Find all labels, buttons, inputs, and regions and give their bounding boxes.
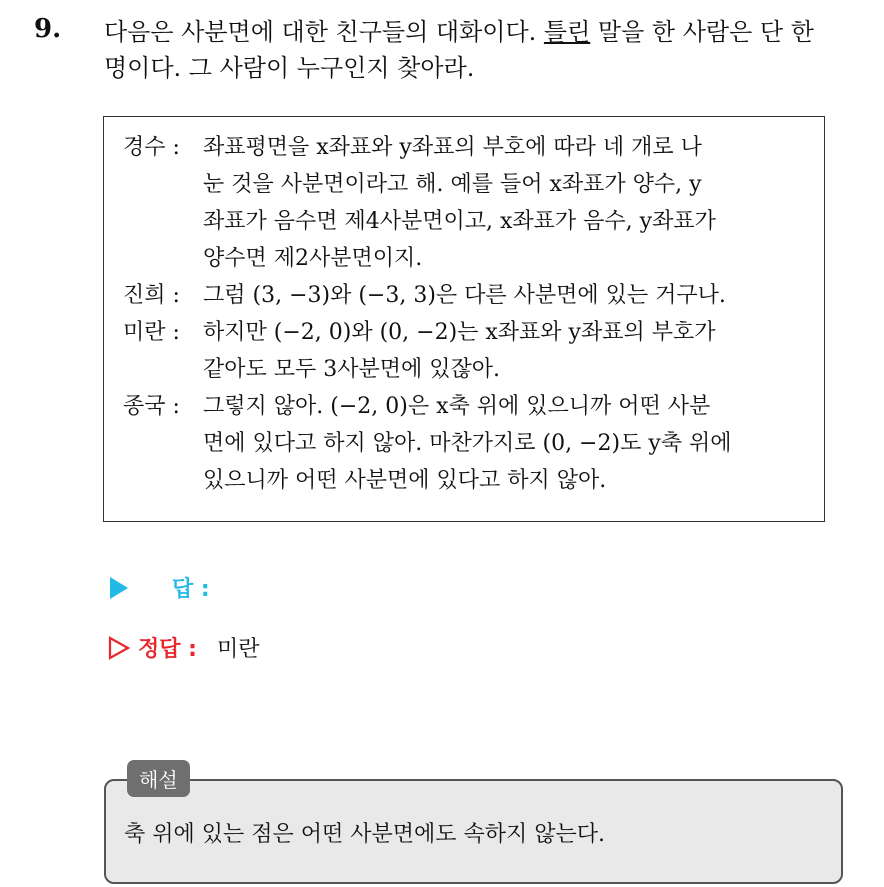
speaker-name: 경수 : [123,135,180,160]
outline-triangle-icon [108,636,130,660]
speech-line: 그렇지 않아. (−2, 0)은 x축 위에 있으니까 어떤 사분 [203,394,711,419]
question-text-part2: 말을 한 사람은 단 한 [590,18,814,46]
question-number: 9. [34,14,62,44]
explanation-text: 축 위에 있는 점은 어떤 사분면에도 속하지 않는다. [124,822,605,847]
correct-answer-value: 미란 [216,637,260,662]
speaker-name: 진희 : [123,283,180,308]
answer-label: 답 : [172,577,210,602]
speech-line: 눈 것을 사분면이라고 해. 예를 들어 x좌표가 양수, y [203,172,702,197]
speech-line: 같아도 모두 3사분면에 있잖아. [203,357,500,382]
speech-line: 좌표가 음수면 제4사분면이고, x좌표가 음수, y좌표가 [203,209,716,234]
speech-line: 양수면 제2사분면이지. [203,246,423,271]
speech-miran [123,314,716,388]
speech-line: 좌표평면을 x좌표와 y좌표의 부호에 따라 네 개로 나 [203,135,702,160]
speech-line: 그럼 (3, −3)와 (−3, 3)은 다른 사분면에 있는 거구나. [203,283,726,308]
question-text [104,14,864,86]
explanation-tag: 해설 [127,760,190,797]
dialogue-box [103,116,825,522]
speech-line: 하지만 (−2, 0)와 (0, −2)는 x좌표와 y좌표의 부호가 [203,320,716,345]
speech-line: 있으니까 어떤 사분면에 있다고 하지 않아. [203,468,607,493]
correct-answer-label: 정답 : [138,637,197,662]
answer-row [110,572,210,603]
question-text-underlined: 틀린 [543,18,591,46]
speech-jongguk [123,388,732,499]
correct-answer-row [108,632,259,663]
explanation-box [104,779,843,884]
play-triangle-icon [110,577,128,599]
speaker-name: 종국 : [123,394,180,419]
question-text-part1: 다음은 사분면에 대한 친구들의 대화이다. [104,18,544,46]
speech-gyeongsu [123,129,716,277]
question-text-line2: 명이다. 그 사람이 누구인지 찾아라. [104,54,475,82]
speech-line: 면에 있다고 하지 않아. 마찬가지로 (0, −2)도 y축 위에 [203,431,732,456]
speaker-name: 미란 : [123,320,180,345]
speech-jinhee [123,277,726,314]
